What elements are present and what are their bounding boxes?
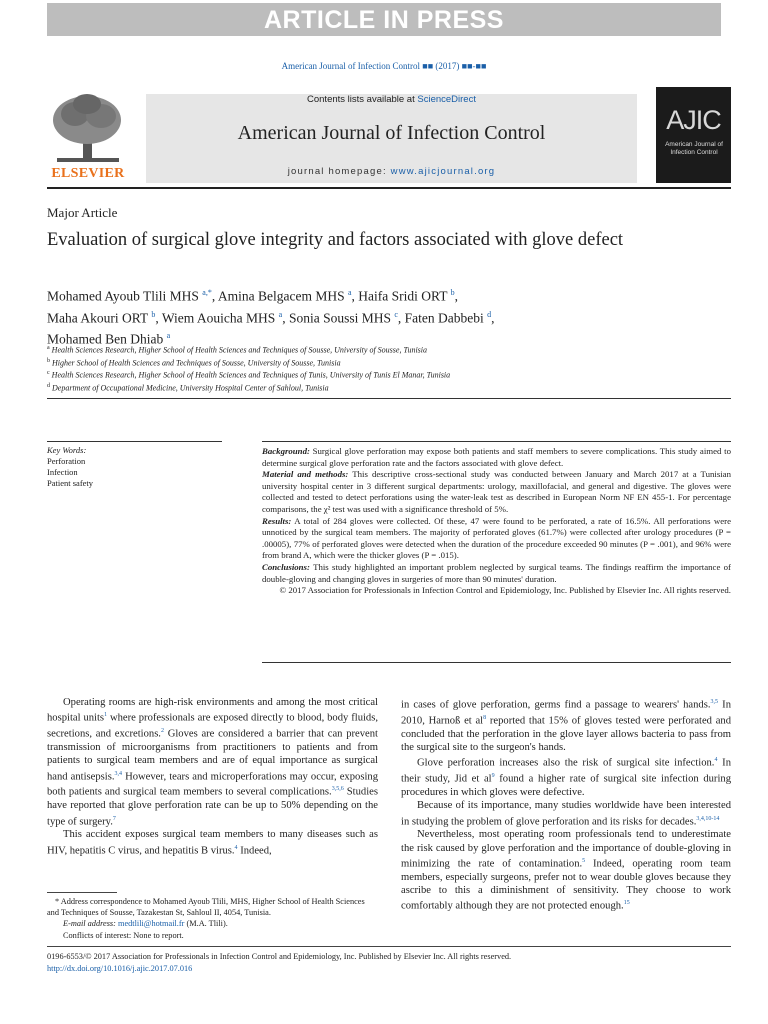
sciencedirect-link[interactable]: ScienceDirect <box>417 94 476 105</box>
keyword-item: Infection <box>47 467 78 477</box>
affiliation-marker: b <box>47 357 50 364</box>
author-name: , Amina Belgacem MHS <box>211 288 348 304</box>
author-line <box>47 284 647 306</box>
affiliation-text: Health Sciences Research, Higher School of Health Sciences and Techniques of Sousse, University of Sousse, Tunisia <box>49 345 428 355</box>
footnote-rule <box>47 892 117 893</box>
abstract-methods <box>262 469 731 515</box>
abstract-top-rule <box>262 441 731 442</box>
email-label: E-mail address: <box>63 919 118 929</box>
doi-link[interactable]: http://dx.doi.org/10.1016/j.ajic.2017.07.016 <box>47 963 193 973</box>
reference-citation[interactable]: 3,4,10-14 <box>696 815 720 822</box>
affiliation-item <box>47 368 647 381</box>
body-text: Indeed, operating room team members, especially surgeons, prefer not to wear double gloves because they ascribe to this a diminishment of sensitivity. They choose to work comfortably although they are not protected enough. <box>401 858 731 912</box>
body-text: In their study, Jid et al <box>401 757 731 785</box>
author-affiliation-marker[interactable]: b <box>151 309 156 319</box>
affiliation-marker: c <box>47 370 50 377</box>
body-paragraph <box>401 754 731 799</box>
body-text: found a higher rate of surgical site infection during procedures in which gloves were defective. <box>401 773 731 798</box>
reference-citation[interactable]: 2 <box>160 728 164 735</box>
header-divider <box>47 187 731 189</box>
keyword-item: Perforation <box>47 456 86 466</box>
footnote-address: * Address correspondence to Mohamed Ayoub Tlili, MHS, Higher School of Health Sciences and Techniques of Sousse, Tazakestan St, Sahloul II, 4054, Tunisia. <box>47 897 365 918</box>
issn-line: 0196-6553/© 2017 Association for Professionals in Infection Control and Epidemiology, Inc. Published by Elsevier Inc. All rights reserved. <box>47 952 512 961</box>
reference-citation[interactable]: 3,4 <box>114 770 123 777</box>
author-list <box>47 284 647 349</box>
body-text: in cases of glove perforation, germs find a passage to wearers' hands. <box>401 699 711 711</box>
reference-citation[interactable]: 7 <box>112 815 116 822</box>
body-text: Because of its importance, many studies worldwide have been interested in studying the problem of glove perforation and its risks for decades. <box>401 800 731 828</box>
body-text: This accident exposes surgical team members to many diseases such as HIV, hepatitis C virus, and hepatitis B virus. <box>47 829 378 857</box>
reference-citation[interactable]: 5 <box>582 857 586 864</box>
body-text: Gloves are considered a barrier that can prevent transmission of microorganisms from practitioners to patients and from patients to surgical team members and are of equal importance as surgical hand antisepsis. <box>47 728 378 783</box>
body-text: Nevertheless, most operating room professionals tend to underestimate the risk caused by glove perforation and the importance of double-gloving in minimizing the rate of contamination. <box>401 829 731 870</box>
author-affiliation-marker[interactable]: a,* <box>202 288 212 297</box>
body-paragraph <box>47 696 378 828</box>
author-name: Maha Akouri ORT <box>47 310 152 325</box>
background-text: Surgical glove perforation may expose both patients and staff members to severe complications. This study aimed to determine surgical glove perforation rate and the factors associated with glove defect. <box>262 446 731 468</box>
article-title: Evaluation of surgical glove integrity and factors associated with glove defect <box>47 230 624 250</box>
contents-prefix: Contents lists available at <box>307 94 418 105</box>
page-bottom-rule <box>47 946 731 947</box>
keyword-item: Patient safety <box>47 478 94 488</box>
author-name: , <box>491 310 495 325</box>
affiliation-text: Department of Occupational Medicine, University Hospital Center of Sahloul, Tunisia <box>50 383 329 393</box>
author-affiliation-marker[interactable]: a <box>347 288 352 297</box>
author-line <box>47 306 647 328</box>
author-affiliation-marker[interactable]: a <box>278 309 283 319</box>
reference-citation[interactable]: 9 <box>491 773 495 780</box>
abstract <box>262 446 731 597</box>
tree-icon <box>47 92 129 166</box>
homepage-prefix: journal homepage: <box>287 166 391 177</box>
body-paragraph <box>47 828 378 857</box>
affiliation-marker: d <box>47 382 50 389</box>
conclusions-text: This study highlighted an important problem neglected by surgical teams. The findings reaffirm the importance of double-gloving and changing gloves in surgeries of more than 90 minutes' duration. <box>262 561 731 584</box>
abstract-background <box>262 446 731 469</box>
reference-citation[interactable]: 8 <box>483 714 487 721</box>
author-affiliation-marker[interactable]: d <box>487 309 492 319</box>
body-paragraph <box>401 828 731 913</box>
affiliation-item <box>47 381 647 394</box>
abstract-copyright: © 2017 Association for Professionals in Infection Control and Epidemiology, Inc. Published by Elsevier Inc. All rights reserved. <box>279 585 731 596</box>
affiliation-text: Health Sciences Research, Higher School of Health Sciences and Techniques of Tunis, University of Tunis El Manar, Tunisia <box>49 370 451 380</box>
conclusions-label: Conclusions: <box>262 561 310 572</box>
body-text: Glove perforation increases also the risk of surgical site infection. <box>417 757 715 769</box>
cover-logo: AJIC <box>666 105 721 135</box>
affiliation-item <box>47 343 647 356</box>
results-label: Results: <box>262 515 292 526</box>
body-text: However, tears and microperforations may occur, exposing both patients and surgical team members to several complications. <box>47 771 378 798</box>
author-affiliation-marker[interactable]: a <box>166 331 171 340</box>
email-suffix: (M.A. Tlili). <box>184 919 228 929</box>
body-text: In 2010, Harnoß et al <box>401 699 732 727</box>
reference-citation[interactable]: 15 <box>623 900 630 907</box>
article-in-press-banner: ARTICLE IN PRESS <box>47 3 721 36</box>
keywords-heading: Key Words: <box>47 445 87 455</box>
author-name: , Sonia Soussi MHS <box>282 310 395 325</box>
body-text: Operating rooms are high-risk environments and among the most critical hospital units <box>47 697 378 724</box>
background-label: Background: <box>262 446 310 456</box>
journal-homepage-line <box>146 166 637 177</box>
keywords-block <box>47 445 222 489</box>
keywords-list <box>47 456 222 489</box>
affiliation-divider <box>47 398 731 399</box>
body-text: Studies have reported that glove perforation rate can be up to 50% depending on the type of surgery. <box>47 786 378 828</box>
journal-citation[interactable]: American Journal of Infection Control ■■ (2017) ■■-■■ <box>281 61 487 71</box>
abstract-results <box>262 516 731 562</box>
contents-line <box>146 94 637 105</box>
keywords-top-rule <box>47 441 222 442</box>
abstract-conclusions <box>262 562 731 585</box>
elsevier-tree-logo[interactable] <box>47 92 129 184</box>
reference-citation[interactable]: 4 <box>234 844 238 851</box>
journal-title: American Journal of Infection Control <box>237 122 546 144</box>
footnote-conflicts: Conflicts of interest: None to report. <box>63 930 184 940</box>
body-column-right <box>401 696 731 913</box>
reference-citation[interactable]: 3,5 <box>710 699 719 705</box>
methods-label: Material and methods: <box>262 469 349 480</box>
affiliation-item <box>47 356 647 369</box>
author-affiliation-marker[interactable]: c <box>394 309 398 319</box>
body-column-left <box>47 696 378 857</box>
affiliation-text: Higher School of Health Sciences and Techniques of Sousse, University of Sousse, Tunisia <box>50 358 341 368</box>
elsevier-wordmark: ELSEVIER <box>51 166 125 181</box>
reference-citation[interactable]: 1 <box>104 712 108 719</box>
affiliation-list <box>47 343 647 394</box>
body-paragraph <box>401 696 731 754</box>
body-paragraph <box>401 799 731 828</box>
body-text: Indeed, <box>237 845 272 857</box>
author-name: , <box>454 288 458 304</box>
article-type: Major Article <box>47 205 118 220</box>
author-name: Mohamed Ben Dhiab <box>47 331 167 347</box>
body-text: where professionals are exposed directly to blood, body fluids, secretions, and excretions. <box>47 712 379 740</box>
author-affiliation-marker[interactable]: b <box>450 288 455 297</box>
body-text: reported that 15% of gloves tested were perforated and concluded that the perforation in the glove layer allows bacteria to pass from the surgical site to the surgeon's hands. <box>401 715 731 753</box>
results-text: A total of 284 gloves were collected. Of these, 47 were found to be perforated, a rate of 16.5%. All perforations were unnoticed by the surgical team members. The majority of perforated gloves (61.7%) were collected after urology procedures (P = .00005), 77% of perforated gloves were detected when the duration of the procedure exceeded 90 minutes (P = .001), and 96% were from brand A, which were the thicker gloves (P = .015). <box>262 515 731 561</box>
abstract-bottom-rule <box>262 662 731 663</box>
author-name: , Haifa Sridi ORT <box>351 288 451 304</box>
author-name: Mohamed Ayoub Tlili MHS <box>47 288 203 304</box>
homepage-link[interactable]: www.ajicjournal.org <box>390 166 496 177</box>
correspondence-footnote <box>47 896 378 941</box>
page-bottom-info <box>47 951 731 974</box>
footnote-email-line <box>47 918 378 929</box>
author-name: , Faten Dabbebi <box>397 310 488 325</box>
journal-cover[interactable] <box>656 87 731 183</box>
email-link[interactable]: medtlili@hotmail.fr <box>118 919 185 929</box>
reference-citation[interactable]: 4 <box>714 757 718 764</box>
methods-text: This descriptive cross-sectional study was conducted between January and March 2017 at a Tunisian university hospital center in 3 different surgical departments: urology, maxillofacial, and general and digestive. The gloves were collected and tested to detect perforations using the water-leak test as described in European Norm NF EN 455-1. For percentage comparisons, the χ² test was used with a significance threshold of 5%. <box>262 469 731 514</box>
affiliation-marker: a <box>47 345 50 351</box>
author-name: , Wiem Aouicha MHS <box>155 310 279 325</box>
reference-citation[interactable]: 3,5,6 <box>331 786 344 793</box>
cover-subtitle: American Journal of Infection Control <box>665 141 723 156</box>
